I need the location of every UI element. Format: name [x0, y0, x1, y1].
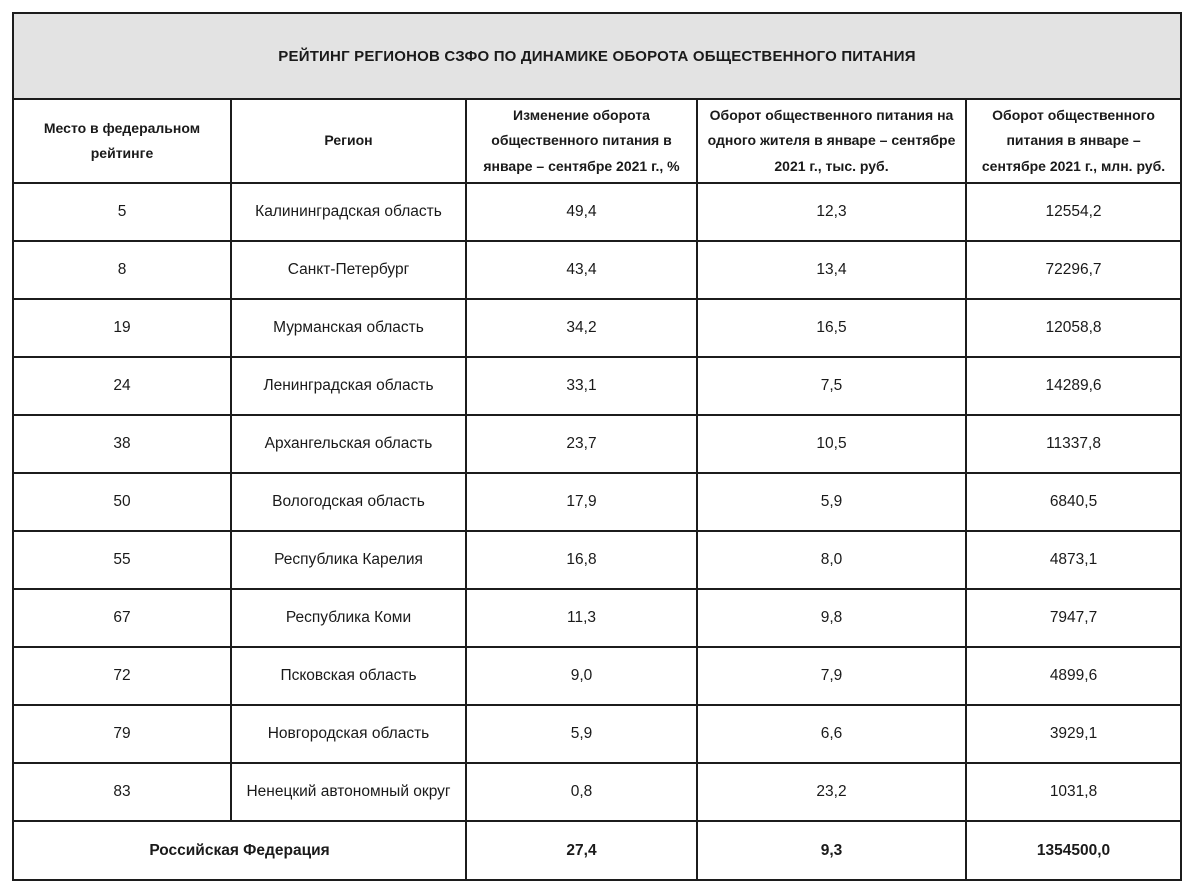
place-cell: 79 — [13, 705, 231, 763]
table-row — [13, 357, 1181, 415]
per-capita-cell: 9,8 — [697, 589, 966, 647]
region-cell: Ленинградская область — [231, 357, 466, 415]
region-cell: Республика Карелия — [231, 531, 466, 589]
change-cell: 23,7 — [466, 415, 697, 473]
total-cell: 72296,7 — [966, 241, 1181, 299]
region-cell: Ненецкий автономный округ — [231, 763, 466, 821]
table-footer-row — [13, 821, 1181, 880]
total-cell: 12554,2 — [966, 183, 1181, 241]
region-cell: Мурманская область — [231, 299, 466, 357]
table-row — [13, 763, 1181, 821]
table-row — [13, 415, 1181, 473]
total-cell: 14289,6 — [966, 357, 1181, 415]
table-row — [13, 589, 1181, 647]
per-capita-cell: 7,9 — [697, 647, 966, 705]
total-cell: 4899,6 — [966, 647, 1181, 705]
place-cell: 67 — [13, 589, 231, 647]
table-title-row — [13, 13, 1181, 99]
total-cell: 11337,8 — [966, 415, 1181, 473]
place-cell: 5 — [13, 183, 231, 241]
place-cell: 55 — [13, 531, 231, 589]
per-capita-cell: 8,0 — [697, 531, 966, 589]
per-capita-cell: 7,5 — [697, 357, 966, 415]
table-row — [13, 473, 1181, 531]
place-cell: 24 — [13, 357, 231, 415]
rating-table-container — [12, 12, 1182, 881]
column-header-change: Изменение оборота общественного питания в январе – сентябре 2021 г., % — [466, 99, 697, 183]
region-cell: Псковская область — [231, 647, 466, 705]
change-cell: 17,9 — [466, 473, 697, 531]
change-cell: 11,3 — [466, 589, 697, 647]
total-cell: 4873,1 — [966, 531, 1181, 589]
region-cell: Республика Коми — [231, 589, 466, 647]
region-cell: Санкт-Петербург — [231, 241, 466, 299]
total-cell: 1031,8 — [966, 763, 1181, 821]
per-capita-cell: 10,5 — [697, 415, 966, 473]
per-capita-cell: 12,3 — [697, 183, 966, 241]
footer-total-cell: 1354500,0 — [966, 821, 1181, 880]
footer-per-capita-cell: 9,3 — [697, 821, 966, 880]
column-header-place: Место в федеральном рейтинге — [13, 99, 231, 183]
total-cell: 7947,7 — [966, 589, 1181, 647]
rating-table — [12, 12, 1182, 881]
change-cell: 43,4 — [466, 241, 697, 299]
place-cell: 72 — [13, 647, 231, 705]
column-header-total: Оборот общественного питания в январе – сентябре 2021 г., млн. руб. — [966, 99, 1181, 183]
total-cell: 3929,1 — [966, 705, 1181, 763]
table-row — [13, 531, 1181, 589]
place-cell: 8 — [13, 241, 231, 299]
table-row — [13, 705, 1181, 763]
region-cell: Калининградская область — [231, 183, 466, 241]
region-cell: Вологодская область — [231, 473, 466, 531]
place-cell: 38 — [13, 415, 231, 473]
place-cell: 19 — [13, 299, 231, 357]
total-cell: 6840,5 — [966, 473, 1181, 531]
per-capita-cell: 13,4 — [697, 241, 966, 299]
change-cell: 49,4 — [466, 183, 697, 241]
table-title: РЕЙТИНГ РЕГИОНОВ СЗФО ПО ДИНАМИКЕ ОБОРОТА ОБЩЕСТВЕННОГО ПИТАНИЯ — [13, 13, 1181, 99]
column-header-region: Регион — [231, 99, 466, 183]
change-cell: 16,8 — [466, 531, 697, 589]
per-capita-cell: 5,9 — [697, 473, 966, 531]
table-row — [13, 183, 1181, 241]
table-row — [13, 299, 1181, 357]
place-cell: 50 — [13, 473, 231, 531]
change-cell: 0,8 — [466, 763, 697, 821]
change-cell: 33,1 — [466, 357, 697, 415]
table-row — [13, 647, 1181, 705]
region-cell: Новгородская область — [231, 705, 466, 763]
per-capita-cell: 16,5 — [697, 299, 966, 357]
place-cell: 83 — [13, 763, 231, 821]
total-cell: 12058,8 — [966, 299, 1181, 357]
change-cell: 5,9 — [466, 705, 697, 763]
change-cell: 34,2 — [466, 299, 697, 357]
per-capita-cell: 23,2 — [697, 763, 966, 821]
footer-label-cell: Российская Федерация — [13, 821, 466, 880]
column-header-per-capita: Оборот общественного питания на одного жителя в январе – сентябре 2021 г., тыс. руб. — [697, 99, 966, 183]
table-row — [13, 241, 1181, 299]
region-cell: Архангельская область — [231, 415, 466, 473]
per-capita-cell: 6,6 — [697, 705, 966, 763]
footer-change-cell: 27,4 — [466, 821, 697, 880]
table-header-row — [13, 99, 1181, 183]
change-cell: 9,0 — [466, 647, 697, 705]
